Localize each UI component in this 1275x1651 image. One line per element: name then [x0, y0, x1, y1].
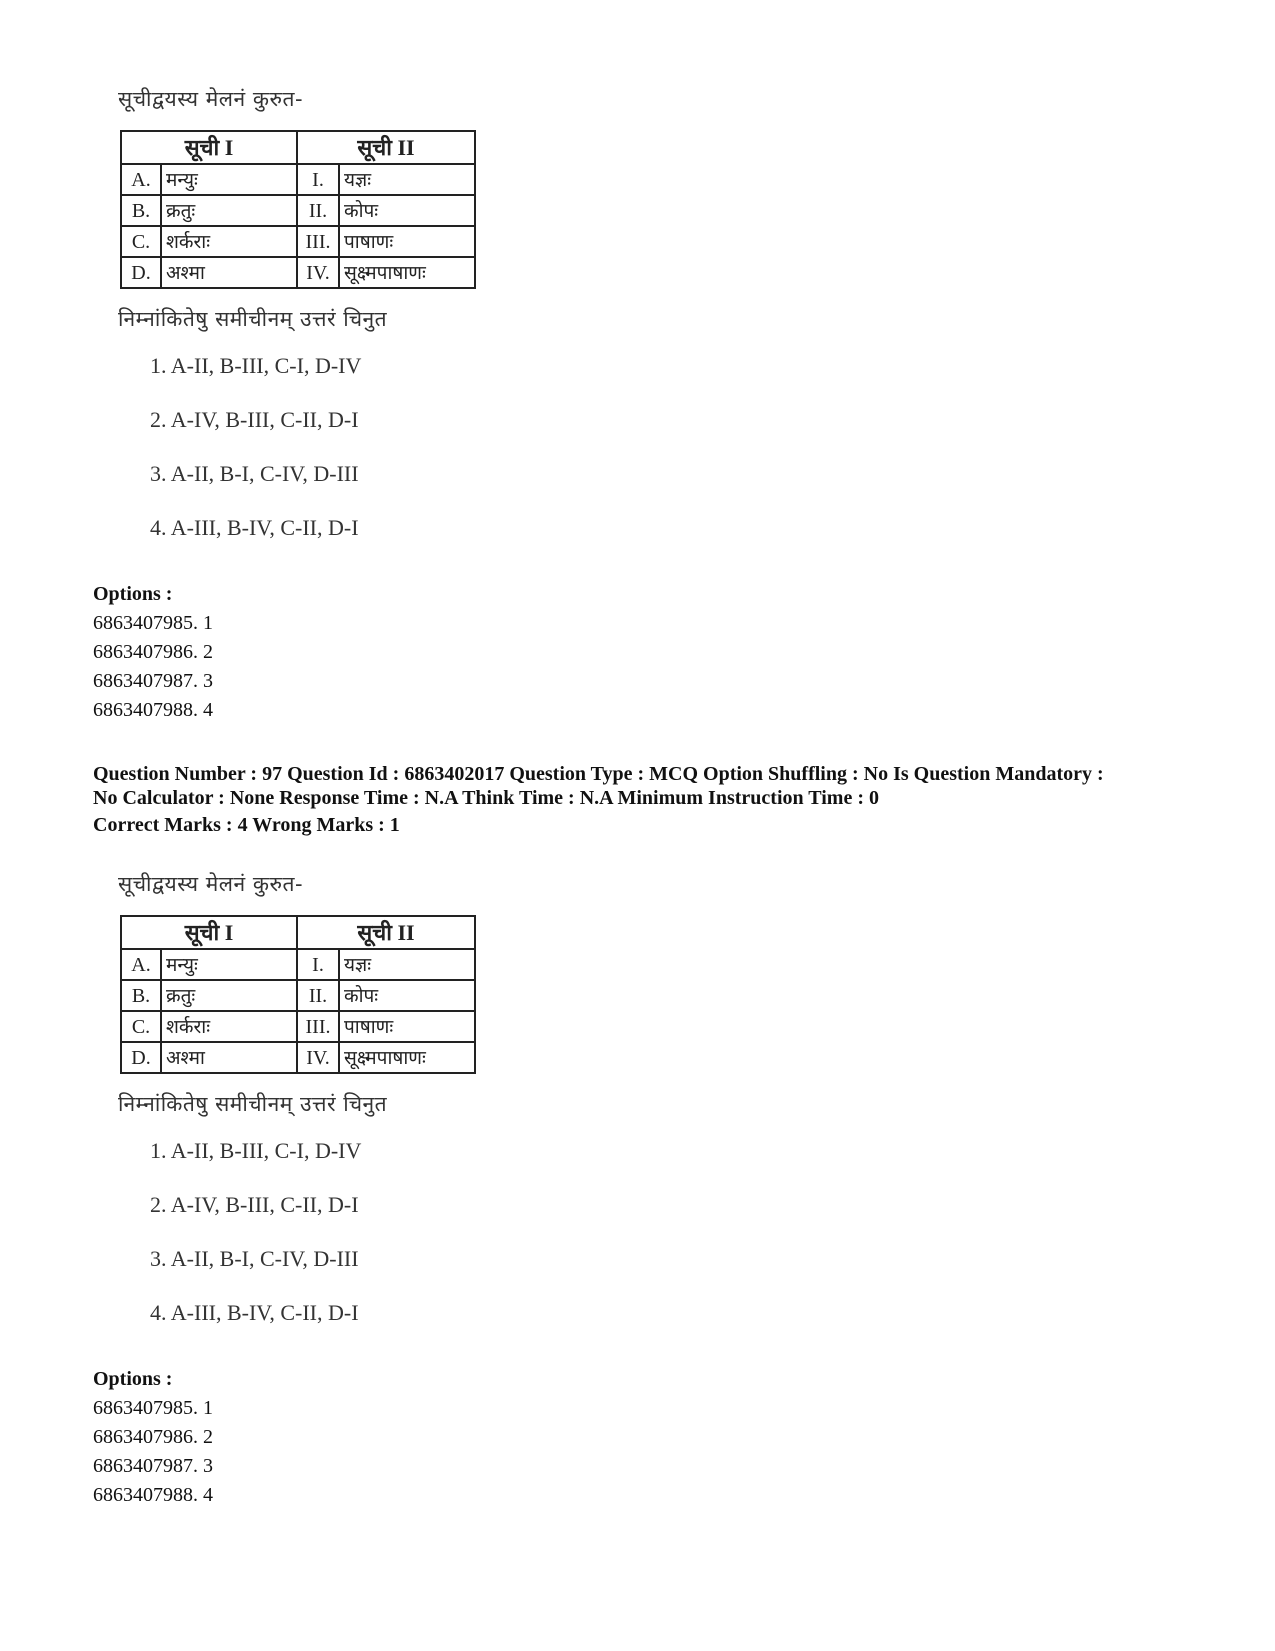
- list-1-header: सूची I: [121, 131, 297, 164]
- row-label: III.: [297, 1011, 339, 1042]
- meta-line: No Calculator : None Response Time : N.A Think Time : N.A Minimum Instruction Time : 0: [93, 787, 879, 809]
- choice-item: 1. A-II, B-III, C-I, D-IV: [150, 353, 362, 378]
- table-row: [121, 164, 475, 195]
- select-prompt: निम्नांकितेषु समीचीनम् उत्तरं चिनुत: [118, 1092, 388, 1116]
- row-label: I.: [297, 164, 339, 195]
- options-heading: Options :: [93, 1368, 173, 1390]
- match-table: [120, 915, 476, 1074]
- question-meta: [93, 762, 1193, 837]
- question-block-2: [0, 870, 1275, 1370]
- option-line: 6863407985. 1: [93, 1397, 213, 1419]
- option-line: 6863407987. 3: [93, 670, 213, 692]
- option-line: 6863407986. 2: [93, 641, 213, 663]
- row-value: सूक्ष्मपाषाणः: [339, 1042, 475, 1073]
- option-line: 6863407986. 2: [93, 1426, 213, 1448]
- choice-list: [150, 353, 361, 569]
- row-value: अश्मा: [161, 1042, 297, 1073]
- row-label: C.: [121, 226, 161, 257]
- row-value: कोपः: [339, 195, 475, 226]
- choice-item: 3. A-II, B-I, C-IV, D-III: [150, 1246, 359, 1271]
- list-2-header: सूची II: [297, 916, 475, 949]
- table-row: [121, 1042, 475, 1073]
- option-line: 6863407985. 1: [93, 612, 213, 634]
- row-label: C.: [121, 1011, 161, 1042]
- row-value: सूक्ष्मपाषाणः: [339, 257, 475, 288]
- row-value: मन्युः: [161, 949, 297, 980]
- row-value: शर्कराः: [161, 226, 297, 257]
- choice-item: 3. A-II, B-I, C-IV, D-III: [150, 461, 359, 486]
- choice-item: 4. A-III, B-IV, C-II, D-I: [150, 515, 359, 540]
- row-label: IV.: [297, 1042, 339, 1073]
- row-value: अश्मा: [161, 257, 297, 288]
- row-value: शर्कराः: [161, 1011, 297, 1042]
- row-label: B.: [121, 195, 161, 226]
- table-row: [121, 226, 475, 257]
- row-value: पाषाणः: [339, 1011, 475, 1042]
- match-instruction: सूचीद्वयस्य मेलनं कुरुत-: [118, 87, 304, 111]
- table-header-row: [121, 916, 475, 949]
- row-value: क्रतुः: [161, 195, 297, 226]
- table-row: [121, 980, 475, 1011]
- row-label: II.: [297, 980, 339, 1011]
- choice-item: 4. A-III, B-IV, C-II, D-I: [150, 1300, 359, 1325]
- choice-item: 1. A-II, B-III, C-I, D-IV: [150, 1138, 362, 1163]
- row-label: IV.: [297, 257, 339, 288]
- row-value: यज्ञः: [339, 949, 475, 980]
- row-label: B.: [121, 980, 161, 1011]
- choice-item: 2. A-IV, B-III, C-II, D-I: [150, 407, 359, 432]
- row-label: D.: [121, 257, 161, 288]
- option-line: 6863407988. 4: [93, 1484, 213, 1506]
- list-1-header: सूची I: [121, 916, 297, 949]
- option-line: 6863407988. 4: [93, 699, 213, 721]
- marks-line: Correct Marks : 4 Wrong Marks : 1: [93, 814, 400, 836]
- table-header-row: [121, 131, 475, 164]
- match-instruction: सूचीद्वयस्य मेलनं कुरुत-: [118, 872, 304, 896]
- row-label: A.: [121, 164, 161, 195]
- choice-list: [150, 1138, 361, 1354]
- table-row: [121, 1011, 475, 1042]
- row-value: यज्ञः: [339, 164, 475, 195]
- list-2-header: सूची II: [297, 131, 475, 164]
- row-label: II.: [297, 195, 339, 226]
- match-table: [120, 130, 476, 289]
- row-label: D.: [121, 1042, 161, 1073]
- meta-line: Question Number : 97 Question Id : 6863402017 Question Type : MCQ Option Shuffling : No Is Question Mandatory :: [93, 763, 1104, 785]
- row-label: I.: [297, 949, 339, 980]
- options-heading: Options :: [93, 583, 173, 605]
- choice-item: 2. A-IV, B-III, C-II, D-I: [150, 1192, 359, 1217]
- row-value: कोपः: [339, 980, 475, 1011]
- question-image: [0, 870, 1275, 1370]
- select-prompt: निम्नांकितेषु समीचीनम् उत्तरं चिनुत: [118, 307, 388, 331]
- table-row: [121, 949, 475, 980]
- option-line: 6863407987. 3: [93, 1455, 213, 1477]
- row-label: A.: [121, 949, 161, 980]
- question-image: [0, 85, 1275, 585]
- row-value: पाषाणः: [339, 226, 475, 257]
- row-value: क्रतुः: [161, 980, 297, 1011]
- question-block-1: [0, 85, 1275, 585]
- table-row: [121, 195, 475, 226]
- row-label: III.: [297, 226, 339, 257]
- row-value: मन्युः: [161, 164, 297, 195]
- table-row: [121, 257, 475, 288]
